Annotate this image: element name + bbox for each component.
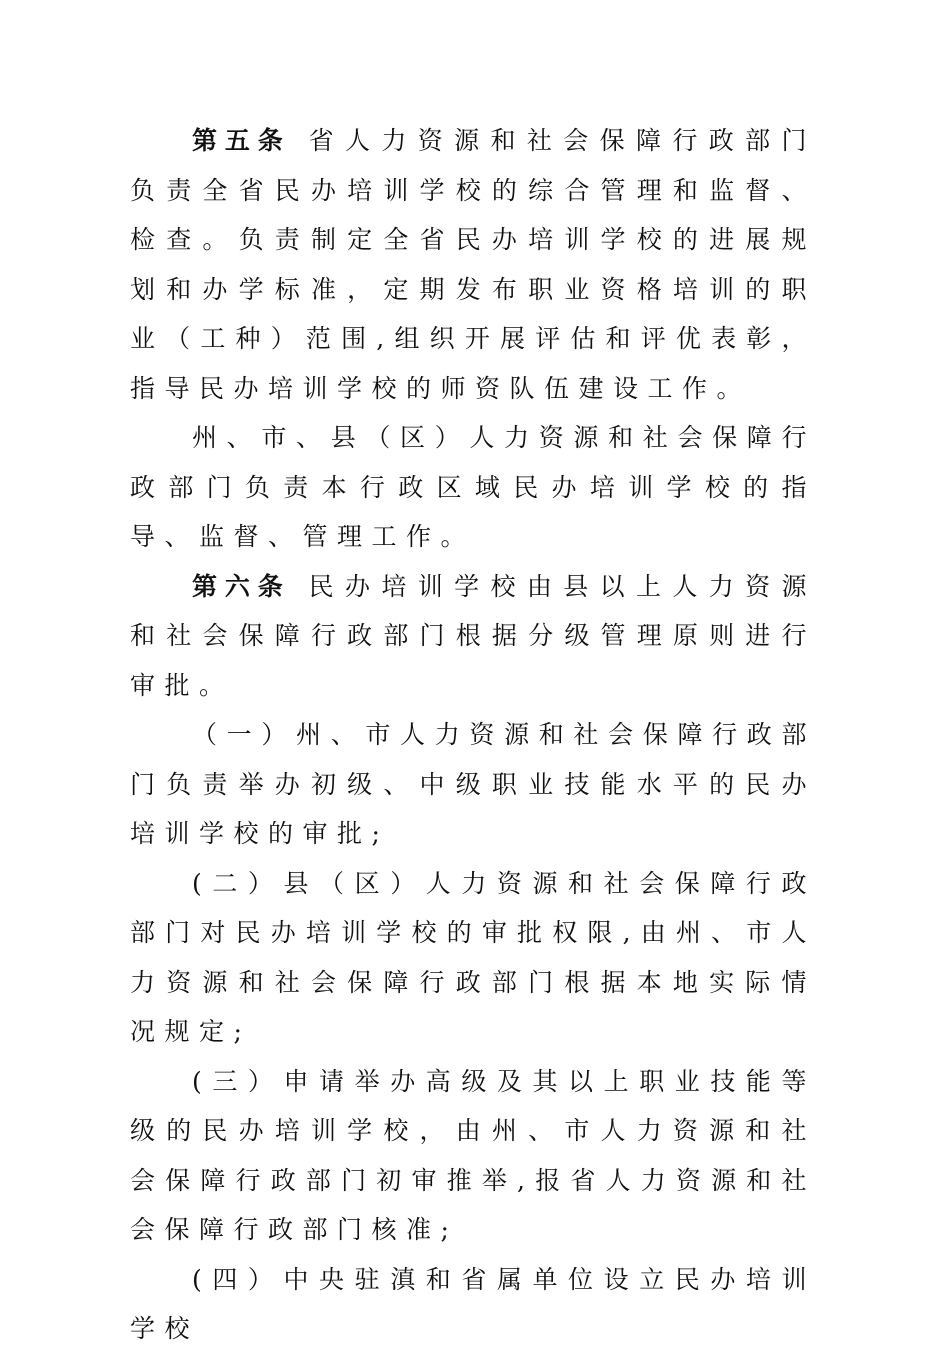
paragraph-article-5 — [130, 116, 816, 413]
paragraph-text: (二）县（区）人力资源和社会保障行政部门对民办培训学校的审批权限,由州、市人力资源和社会保障行政部门根据本地实际情况规定; — [130, 868, 816, 1046]
paragraph-item-1 — [130, 710, 816, 859]
paragraph-item-3 — [130, 1057, 816, 1255]
paragraph-text: （一）州、市人力资源和社会保障行政部门负责举办初级、中级职业技能水平的民办培训学校的审批; — [130, 720, 816, 848]
article-number: 第五条 — [192, 126, 291, 155]
paragraph-text: (三）申请举办高级及其以上职业技能等级的民办培训学校，由州、市人力资源和社会保障行政部门初审推举,报省人力资源和社会保障行政部门核准; — [130, 1066, 816, 1244]
paragraph-item-4 — [130, 1255, 816, 1354]
paragraph-article-6 — [130, 562, 816, 711]
paragraph-text: 省人力资源和社会保障行政部门负责全省民办培训学校的综合管理和监督、检查。负责制定全省民办培训学校的进展规划和办学标准，定期发布职业资格培训的职业（工种）范围,组织开展评估和评优表彰，指导民办培训学校的师资队伍建设工作。 — [130, 126, 816, 403]
paragraph-text: (四）中央驻滇和省属单位设立民办培训学校 — [130, 1264, 816, 1343]
paragraph-text: 州、市、县（区）人力资源和社会保障行政部门负责本行政区域民办培训学校的指导、监督、管理工作。 — [130, 423, 816, 551]
document-page — [130, 116, 816, 1354]
paragraph-article-5-clause-2 — [130, 413, 816, 562]
paragraph-item-2 — [130, 859, 816, 1057]
article-number: 第六条 — [192, 571, 291, 601]
paragraph-text: 民办培训学校由县以上人力资源和社会保障行政部门根据分级管理原则进行审批。 — [130, 571, 816, 700]
